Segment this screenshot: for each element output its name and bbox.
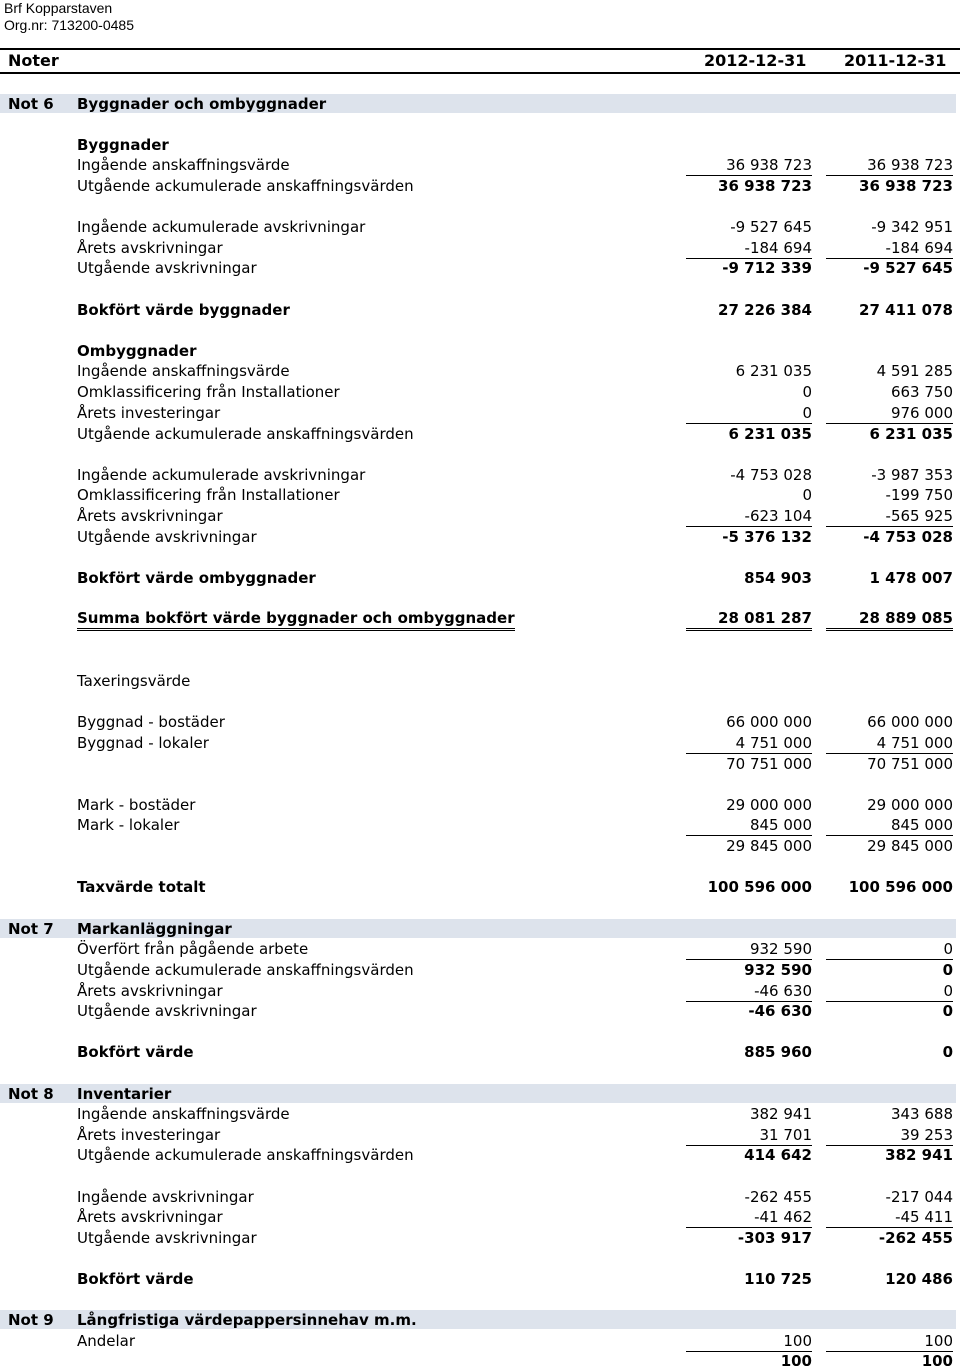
value-2012: 414 642 <box>744 1146 812 1164</box>
value-2012: -9 527 645 <box>730 218 812 236</box>
value-2011: 27 411 078 <box>859 301 953 319</box>
table-row <box>0 135 960 155</box>
table-row <box>0 258 960 278</box>
row-label: Utgående avskrivningar <box>77 1229 257 1247</box>
row-label: Ombyggnader <box>77 342 197 360</box>
table-row <box>0 217 960 237</box>
value-2012: 36 938 723 <box>686 155 812 176</box>
value-2011: 100 596 000 <box>848 878 953 896</box>
value-2012: 29 000 000 <box>726 796 812 814</box>
value-2011: -184 694 <box>826 238 953 259</box>
value-2011: 120 486 <box>885 1270 953 1288</box>
row-label: Årets avskrivningar <box>77 507 223 525</box>
value-2012: 66 000 000 <box>726 713 812 731</box>
row-label: Årets investeringar <box>77 1126 221 1144</box>
table-row <box>0 754 960 774</box>
row-label: Byggnader och ombyggnader <box>77 95 327 113</box>
value-2012: 0 <box>686 403 812 424</box>
value-2011: 0 <box>826 939 953 960</box>
value-2011: -262 455 <box>878 1229 953 1247</box>
row-label: Byggnad - bostäder <box>77 713 225 731</box>
row-label: Ingående ackumulerade avskrivningar <box>77 218 366 236</box>
table-row <box>0 155 960 175</box>
row-label: Utgående ackumulerade anskaffningsvärden <box>77 177 414 195</box>
value-2012: -9 712 339 <box>722 259 812 277</box>
value-2011: -9 527 645 <box>863 259 953 277</box>
value-2012: -46 630 <box>748 1002 812 1020</box>
value-2011: 0 <box>942 1002 953 1020</box>
note-number: Not 9 <box>8 1311 54 1329</box>
table-row <box>0 176 960 196</box>
value-2012: 885 960 <box>744 1043 812 1061</box>
value-2012: 0 <box>802 383 812 401</box>
value-2012: -262 455 <box>744 1188 812 1206</box>
value-2012: 28 081 287 <box>686 608 812 631</box>
row-label: Utgående ackumulerade anskaffningsvärden <box>77 1146 414 1164</box>
value-2012: 854 903 <box>744 569 812 587</box>
notes-title: Noter <box>8 51 59 70</box>
note-heading-row <box>0 1084 960 1104</box>
table-row <box>0 1104 960 1124</box>
table-row <box>0 1331 960 1351</box>
value-2011: -4 753 028 <box>863 528 953 546</box>
value-2012: -303 917 <box>737 1229 812 1247</box>
row-label: Ingående anskaffningsvärde <box>77 156 290 174</box>
table-row <box>0 877 960 897</box>
value-2012: 29 845 000 <box>726 837 812 855</box>
value-2012: 31 701 <box>686 1125 812 1146</box>
value-2012: -184 694 <box>686 238 812 259</box>
table-row <box>0 981 960 1001</box>
row-label: Långfristiga värdepappersinnehav m.m. <box>77 1311 417 1329</box>
value-2012: 4 751 000 <box>686 733 812 754</box>
row-label: Bokfört värde <box>77 1270 194 1288</box>
value-2012: 6 231 035 <box>735 362 812 380</box>
row-label: Bokfört värde <box>77 1043 194 1061</box>
note-number: Not 7 <box>8 920 54 938</box>
table-row <box>0 712 960 732</box>
value-2011: 976 000 <box>826 403 953 424</box>
value-2011: 845 000 <box>826 815 953 836</box>
value-2012: -623 104 <box>686 506 812 527</box>
table-row <box>0 815 960 835</box>
row-label: Ingående anskaffningsvärde <box>77 362 290 380</box>
value-2011: 39 253 <box>826 1125 953 1146</box>
row-label: Byggnader <box>77 136 169 154</box>
row-label: Årets avskrivningar <box>77 1208 223 1226</box>
table-row <box>0 795 960 815</box>
table-row <box>0 1187 960 1207</box>
value-2012: 100 596 000 <box>707 878 812 896</box>
table-row <box>0 1207 960 1227</box>
table-row <box>0 1042 960 1062</box>
row-label: Ingående ackumulerade avskrivningar <box>77 466 366 484</box>
table-row <box>0 1228 960 1248</box>
table-row <box>0 424 960 444</box>
value-2011: 6 231 035 <box>869 425 953 443</box>
table-row <box>0 403 960 423</box>
table-row <box>0 506 960 526</box>
value-2011: 1 478 007 <box>869 569 953 587</box>
column-2011: 2011-12-31 <box>844 51 947 70</box>
value-2012: 70 751 000 <box>726 755 812 773</box>
row-label: Ingående avskrivningar <box>77 1188 254 1206</box>
value-2011: 66 000 000 <box>867 713 953 731</box>
value-2012: 100 <box>686 1331 812 1352</box>
value-2011: 36 938 723 <box>826 155 953 176</box>
value-2012: 6 231 035 <box>728 425 812 443</box>
table-row <box>0 465 960 485</box>
note-heading-row <box>0 1310 960 1330</box>
row-label: Överfört från pågående arbete <box>77 940 309 958</box>
value-2012: 0 <box>802 486 812 504</box>
value-2011: 0 <box>942 1043 953 1061</box>
table-row <box>0 1125 960 1145</box>
notes-header <box>0 48 960 74</box>
row-label: Taxeringsvärde <box>77 672 191 690</box>
row-label: Summa bokfört värde byggnader och ombyggnader <box>77 608 515 631</box>
value-2011: 4 591 285 <box>876 362 953 380</box>
value-2011: 36 938 723 <box>859 177 953 195</box>
value-2011: 343 688 <box>890 1105 953 1123</box>
row-label: Bokfört värde byggnader <box>77 301 290 319</box>
table-row <box>0 1351 960 1371</box>
row-label: Markanläggningar <box>77 920 232 938</box>
row-label: Inventarier <box>77 1085 172 1103</box>
value-2012: -4 753 028 <box>730 466 812 484</box>
column-2012: 2012-12-31 <box>704 51 807 70</box>
table-row <box>0 836 960 856</box>
row-label: Årets avskrivningar <box>77 239 223 257</box>
row-label: Årets avskrivningar <box>77 982 223 1000</box>
row-label: Utgående avskrivningar <box>77 1002 257 1020</box>
row-label: Ingående anskaffningsvärde <box>77 1105 290 1123</box>
row-label: Utgående ackumulerade anskaffningsvärden <box>77 961 414 979</box>
value-2012: 932 590 <box>744 961 812 979</box>
note-number: Not 6 <box>8 95 54 113</box>
table-row <box>0 341 960 361</box>
row-label: Mark - lokaler <box>77 816 180 834</box>
row-label: Utgående avskrivningar <box>77 528 257 546</box>
row-label: Omklassificering från Installationer <box>77 486 340 504</box>
table-row <box>0 960 960 980</box>
row-label: Andelar <box>77 1332 136 1350</box>
value-2012: -5 376 132 <box>722 528 812 546</box>
value-2011: 0 <box>826 981 953 1002</box>
value-2011: 100 <box>826 1331 953 1352</box>
table-row <box>0 1001 960 1021</box>
value-2011: -9 342 951 <box>871 218 953 236</box>
row-label: Utgående ackumulerade anskaffningsvärden <box>77 425 414 443</box>
value-2012: 27 226 384 <box>718 301 812 319</box>
value-2011: 4 751 000 <box>826 733 953 754</box>
table-row <box>0 300 960 320</box>
value-2012: 36 938 723 <box>718 177 812 195</box>
value-2011: -217 044 <box>885 1188 953 1206</box>
row-label: Årets investeringar <box>77 404 221 422</box>
value-2011: -199 750 <box>885 486 953 504</box>
row-label: Byggnad - lokaler <box>77 734 209 752</box>
table-row <box>0 671 960 691</box>
value-2012: 932 590 <box>686 939 812 960</box>
value-2011: 29 000 000 <box>867 796 953 814</box>
value-2011: 663 750 <box>890 383 953 401</box>
value-2011: 382 941 <box>885 1146 953 1164</box>
value-2011: 100 <box>921 1352 953 1370</box>
table-row <box>0 485 960 505</box>
row-label: Omklassificering från Installationer <box>77 383 340 401</box>
table-row <box>0 1269 960 1289</box>
table-row <box>0 608 960 628</box>
org-number: Org.nr: 713200-0485 <box>4 17 134 33</box>
row-label: Bokfört värde ombyggnader <box>77 569 316 587</box>
row-label: Mark - bostäder <box>77 796 196 814</box>
table-row <box>0 238 960 258</box>
value-2011: -45 411 <box>826 1207 953 1228</box>
note-heading-row <box>0 919 960 939</box>
table-row <box>0 939 960 959</box>
value-2012: 845 000 <box>686 815 812 836</box>
value-2012: 110 725 <box>744 1270 812 1288</box>
value-2011: 70 751 000 <box>867 755 953 773</box>
note-number: Not 8 <box>8 1085 54 1103</box>
table-row <box>0 1145 960 1165</box>
value-2011: 0 <box>942 961 953 979</box>
row-label: Utgående avskrivningar <box>77 259 257 277</box>
table-row <box>0 361 960 381</box>
value-2012: 382 941 <box>749 1105 812 1123</box>
company-name: Brf Kopparstaven <box>4 0 113 16</box>
value-2011: -565 925 <box>826 506 953 527</box>
table-row <box>0 733 960 753</box>
value-2011: 28 889 085 <box>826 608 953 631</box>
table-row <box>0 382 960 402</box>
table-row <box>0 527 960 547</box>
value-2012: 100 <box>780 1352 812 1370</box>
table-row <box>0 568 960 588</box>
value-2011: -3 987 353 <box>871 466 953 484</box>
value-2012: -41 462 <box>686 1207 812 1228</box>
value-2012: -46 630 <box>686 981 812 1002</box>
note-heading-row <box>0 94 960 114</box>
row-label: Taxvärde totalt <box>77 878 206 896</box>
value-2011: 29 845 000 <box>867 837 953 855</box>
